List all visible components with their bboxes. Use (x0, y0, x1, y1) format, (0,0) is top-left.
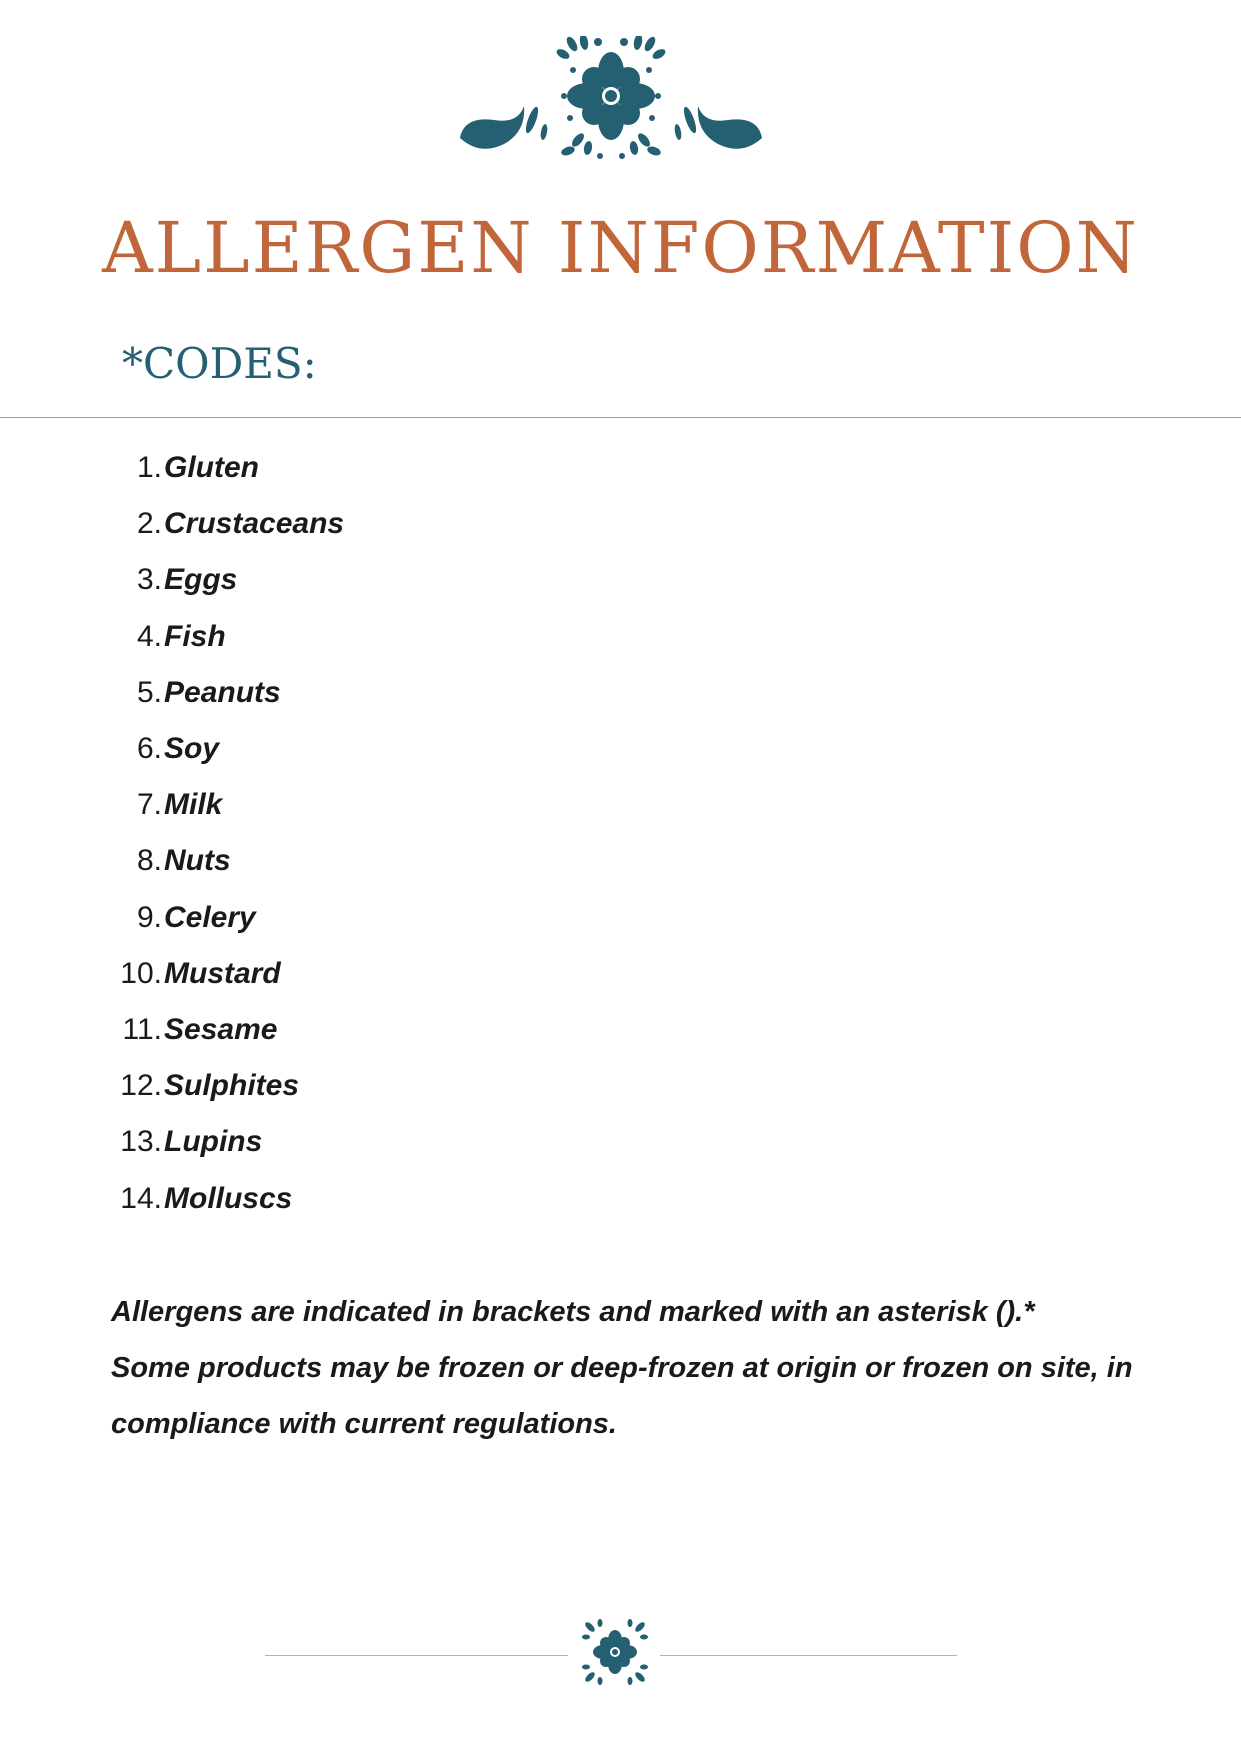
footer-line-right (660, 1655, 957, 1656)
item-name: Eggs (164, 563, 238, 597)
footer-line-left (265, 1655, 568, 1656)
list-item (100, 1170, 344, 1226)
item-number: 6. (136, 732, 162, 766)
item-number: 4. (136, 619, 162, 653)
item-name: Crustaceans (164, 507, 345, 541)
item-number: 2. (136, 507, 162, 541)
list-item (100, 833, 344, 889)
item-number: 10. (120, 956, 162, 990)
item-number: 12. (120, 1069, 162, 1103)
item-name: Celery (164, 900, 256, 934)
frozen-products-note: Some products may be frozen or deep-frozen at origin or frozen on site, in compliance with current regulations. (111, 1352, 1133, 1440)
list-item (100, 1114, 344, 1170)
list-item (100, 440, 344, 496)
list-item (100, 777, 344, 833)
list-item (100, 496, 344, 552)
list-item (100, 665, 344, 721)
small-floral-ornament-icon (582, 1619, 648, 1685)
asterisk-note: Allergens are indicated in brackets and marked with an asterisk ().* (111, 1296, 1035, 1328)
item-number: 5. (136, 675, 162, 709)
codes-heading: *CODES: (122, 339, 317, 388)
floral-ornament-icon (460, 36, 762, 164)
item-name: Molluscs (164, 1181, 293, 1215)
item-name: Lupins (164, 1125, 263, 1159)
item-number: 9. (136, 900, 162, 934)
item-name: Soy (164, 732, 220, 766)
item-number: 3. (136, 563, 162, 597)
item-name: Sulphites (164, 1069, 300, 1103)
item-name: Peanuts (164, 675, 281, 709)
list-item (100, 1058, 344, 1114)
item-number: 7. (136, 788, 162, 822)
item-name: Mustard (164, 956, 281, 990)
item-name: Milk (164, 788, 223, 822)
item-number: 11. (122, 1012, 162, 1046)
page-title: ALLERGEN INFORMATION (102, 207, 1139, 289)
item-name: Gluten (164, 451, 259, 485)
list-item (100, 552, 344, 608)
item-name: Fish (164, 619, 226, 653)
allergen-list (100, 440, 344, 1227)
item-number: 8. (136, 844, 162, 878)
list-item (100, 890, 344, 946)
list-item (100, 721, 344, 777)
item-name: Nuts (164, 844, 231, 878)
allergen-notes (111, 1284, 1211, 1452)
list-item (100, 946, 344, 1002)
item-name: Sesame (164, 1012, 278, 1046)
item-number: 14. (120, 1181, 162, 1215)
section-divider (0, 417, 1241, 418)
list-item (100, 1002, 344, 1058)
item-number: 1. (136, 451, 162, 485)
list-item (100, 609, 344, 665)
item-number: 13. (120, 1125, 162, 1159)
